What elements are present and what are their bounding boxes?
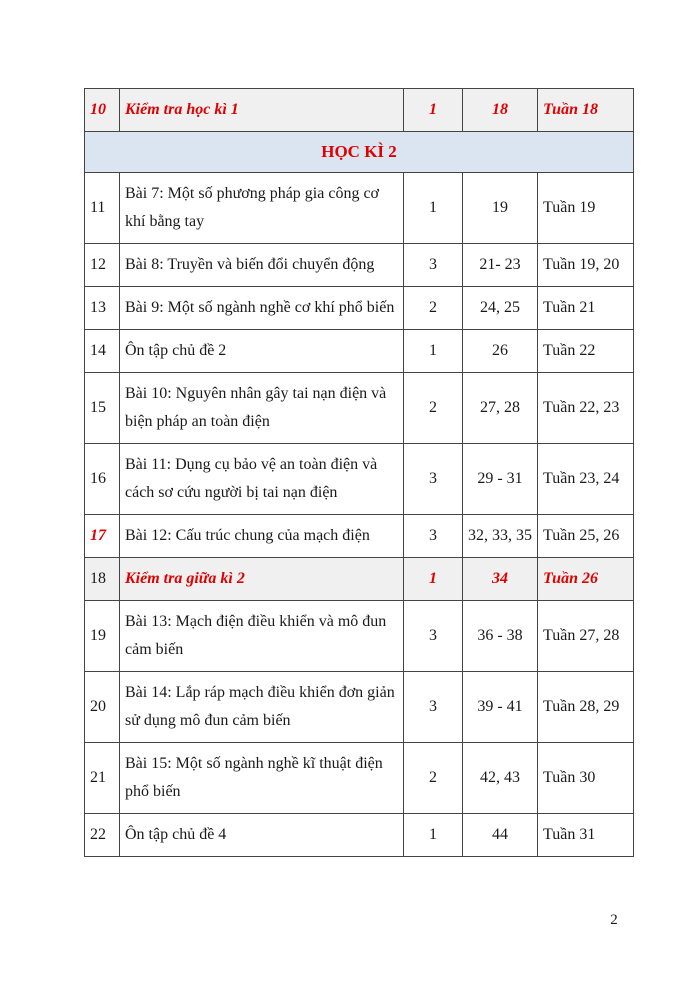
- table-row: [85, 89, 634, 132]
- table-row: [85, 672, 634, 743]
- week-cell: Tuần 28, 29: [538, 672, 634, 743]
- pages-cell: 34: [463, 558, 538, 601]
- lesson-title-cell: Ôn tập chủ đề 2: [120, 330, 404, 373]
- week-cell: Tuần 22: [538, 330, 634, 373]
- row-number-cell: 18: [85, 558, 120, 601]
- lesson-title-cell: Ôn tập chủ đề 4: [120, 814, 404, 857]
- pages-cell: 44: [463, 814, 538, 857]
- periods-cell: 1: [404, 330, 463, 373]
- periods-cell: 3: [404, 601, 463, 672]
- periods-cell: 2: [404, 373, 463, 444]
- semester-header-cell: HỌC KÌ 2: [85, 132, 634, 173]
- table-row: [85, 814, 634, 857]
- week-cell: Tuần 19: [538, 173, 634, 244]
- table-row: [85, 244, 634, 287]
- pages-cell: 29 - 31: [463, 444, 538, 515]
- row-number-cell: 11: [85, 173, 120, 244]
- periods-cell: 3: [404, 515, 463, 558]
- table-row: [85, 330, 634, 373]
- week-cell: Tuần 21: [538, 287, 634, 330]
- row-number-cell: 14: [85, 330, 120, 373]
- schedule-table-body: [85, 89, 634, 857]
- page-number: 2: [610, 912, 618, 928]
- semester-divider-row: [85, 132, 634, 173]
- pages-cell: 26: [463, 330, 538, 373]
- row-number-cell: 15: [85, 373, 120, 444]
- week-cell: Tuần 18: [538, 89, 634, 132]
- lesson-title-cell: Bài 13: Mạch điện điều khiển và mô đun cảm biến: [120, 601, 404, 672]
- table-row: [85, 287, 634, 330]
- lesson-title-cell: Bài 11: Dụng cụ bảo vệ an toàn điện và cách sơ cứu người bị tai nạn điện: [120, 444, 404, 515]
- row-number-cell: 12: [85, 244, 120, 287]
- pages-cell: 24, 25: [463, 287, 538, 330]
- lesson-title-cell: Bài 9: Một số ngành nghề cơ khí phổ biến: [120, 287, 404, 330]
- lesson-title-cell: Kiểm tra học kì 1: [120, 89, 404, 132]
- pages-cell: 32, 33, 35: [463, 515, 538, 558]
- row-number-cell: 10: [85, 89, 120, 132]
- lesson-title-cell: Bài 15: Một số ngành nghề kĩ thuật điện phổ biến: [120, 743, 404, 814]
- pages-cell: 27, 28: [463, 373, 538, 444]
- periods-cell: 3: [404, 672, 463, 743]
- table-row: [85, 444, 634, 515]
- periods-cell: 1: [404, 558, 463, 601]
- row-number-cell: 19: [85, 601, 120, 672]
- pages-cell: 42, 43: [463, 743, 538, 814]
- periods-cell: 2: [404, 743, 463, 814]
- pages-cell: 19: [463, 173, 538, 244]
- table-row: [85, 558, 634, 601]
- row-number-cell: 16: [85, 444, 120, 515]
- week-cell: Tuần 25, 26: [538, 515, 634, 558]
- lesson-title-cell: Bài 8: Truyền và biến đổi chuyển động: [120, 244, 404, 287]
- lesson-title-cell: Bài 7: Một số phương pháp gia công cơ khí bằng tay: [120, 173, 404, 244]
- week-cell: Tuần 23, 24: [538, 444, 634, 515]
- row-number-cell: 13: [85, 287, 120, 330]
- week-cell: Tuần 26: [538, 558, 634, 601]
- pages-cell: 36 - 38: [463, 601, 538, 672]
- week-cell: Tuần 31: [538, 814, 634, 857]
- week-cell: Tuần 22, 23: [538, 373, 634, 444]
- lesson-title-cell: Bài 14: Lắp ráp mạch điều khiển đơn giản sử dụng mô đun cảm biến: [120, 672, 404, 743]
- lesson-title-cell: Bài 10: Nguyên nhân gây tai nạn điện và biện pháp an toàn điện: [120, 373, 404, 444]
- periods-cell: 2: [404, 287, 463, 330]
- periods-cell: 1: [404, 89, 463, 132]
- table-row: [85, 743, 634, 814]
- lesson-title-cell: Kiểm tra giữa kì 2: [120, 558, 404, 601]
- pages-cell: 21- 23: [463, 244, 538, 287]
- periods-cell: 3: [404, 444, 463, 515]
- table-row: [85, 515, 634, 558]
- row-number-cell: 20: [85, 672, 120, 743]
- table-row: [85, 373, 634, 444]
- table-row: [85, 173, 634, 244]
- periods-cell: 1: [404, 814, 463, 857]
- periods-cell: 1: [404, 173, 463, 244]
- pages-cell: 39 - 41: [463, 672, 538, 743]
- schedule-table: [84, 88, 634, 857]
- row-number-cell: 22: [85, 814, 120, 857]
- table-row: [85, 601, 634, 672]
- periods-cell: 3: [404, 244, 463, 287]
- lesson-title-cell: Bài 12: Cấu trúc chung của mạch điện: [120, 515, 404, 558]
- row-number-cell: 17: [85, 515, 120, 558]
- week-cell: Tuần 19, 20: [538, 244, 634, 287]
- row-number-cell: 21: [85, 743, 120, 814]
- week-cell: Tuần 27, 28: [538, 601, 634, 672]
- pages-cell: 18: [463, 89, 538, 132]
- week-cell: Tuần 30: [538, 743, 634, 814]
